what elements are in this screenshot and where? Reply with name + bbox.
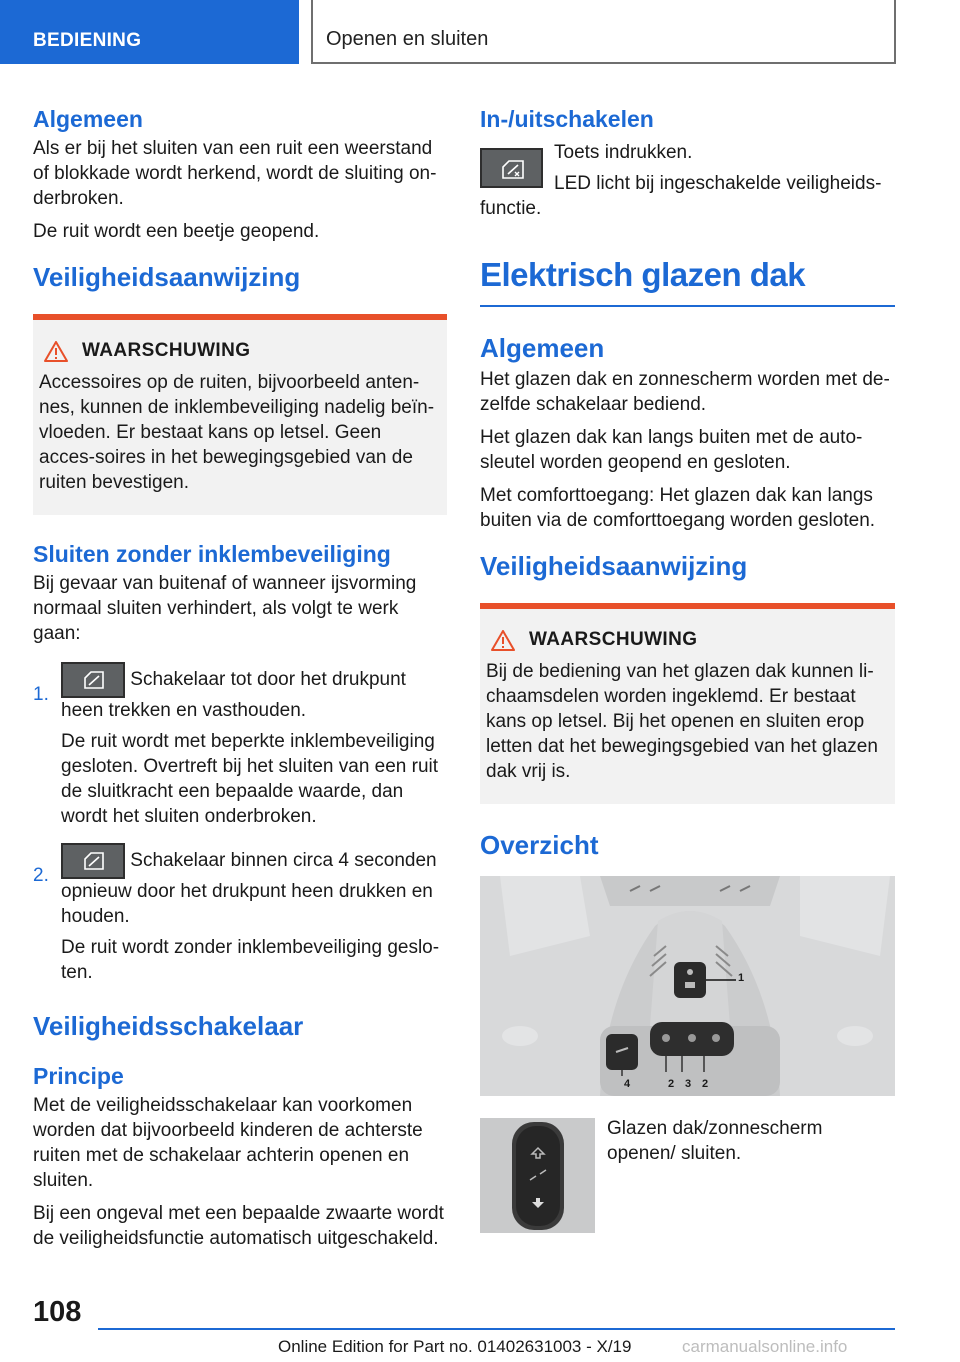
heading-veiligheidsaanwijzing-dak: Veiligheidsaanwijzing: [480, 551, 748, 581]
paragraph: LED licht bij ingeschakelde veiligheids-functie.: [480, 173, 882, 219]
step-2: [33, 843, 447, 985]
warning-label: WAARSCHUWING: [529, 629, 698, 650]
paragraph: Met de veiligheidsschakelaar kan voorkomen worden dat bijvoorbeeld kinderen de achterste ruiten met de schakelaar achterin openen en sluiten.: [33, 1095, 423, 1191]
inuit-block: [480, 140, 895, 221]
warning-box: [33, 314, 447, 515]
watermark: carmanualsonline.info: [682, 1337, 848, 1356]
page-number: 108: [33, 1296, 82, 1328]
warning-triangle-icon: [491, 630, 515, 651]
footer-divider: [98, 1328, 895, 1330]
step-text: Schakelaar binnen circa 4 seconden opnieuw door het drukpunt heen drukken en houden.: [61, 850, 437, 927]
paragraph: Toets indrukken.: [554, 142, 693, 163]
roof-console-illustration: [480, 876, 895, 1096]
step-subtext: De ruit wordt met beperkte inklembeveiliging gesloten. Overtreft bij het sluiten van een ruit de sluitkracht een bepaalde waarde, dan wordt het sluiten onderbroken.: [61, 731, 439, 827]
paragraph: De ruit wordt een beetje geopend.: [33, 221, 320, 242]
switch-row: [480, 1118, 895, 1233]
roof-switch-photo: [480, 1118, 595, 1233]
callout-4: 4: [624, 1078, 631, 1090]
window-switch-icon: [61, 843, 125, 879]
chapter-title: Openen en sluiten: [326, 28, 489, 50]
warning-header: [39, 340, 441, 362]
chapter-tab: [311, 0, 896, 64]
heading-algemeen: Algemeen: [33, 106, 143, 132]
heading-sluiten: Sluiten zonder inklembeveiliging: [33, 541, 391, 567]
warning-text: Accessoires op de ruiten, bijvoorbeeld anten-nes, kunnen de inklembeveiliging nadelig beïn-vloeden. Er bestaat kans op letsel. Geen acces-soires in het bewegingsgebied van de ruiten bevestigen.: [39, 372, 435, 493]
left-column: [33, 100, 447, 1259]
step-text: Schakelaar tot door het drukpunt heen trekken en vasthouden.: [61, 669, 406, 721]
safety-switch-icon: [480, 148, 543, 188]
warning-label: WAARSCHUWING: [82, 340, 251, 361]
warning-header: [486, 629, 889, 651]
switch-caption: Glazen dak/zonnescherm openen/ sluiten.: [607, 1118, 823, 1164]
callout-2b: 2: [702, 1078, 709, 1090]
callout-1: 1: [738, 972, 745, 984]
warning-text: Bij de bediening van het glazen dak kunnen li-chaamsdelen worden ingeklemd. Er bestaat kans op letsel. Bij het openen en sluiten erop letten dat het bewegingsgebied van het glazen dak vrij is.: [486, 661, 878, 782]
step-number: 2.: [33, 865, 49, 886]
paragraph: Bij een ongeval met een bepaalde zwaarte wordt de veiligheidsfunctie automatisch uitgeschakeld.: [33, 1203, 444, 1249]
paragraph: Met comforttoegang: Het glazen dak kan langs buiten via de comforttoegang worden gesloten.: [480, 485, 876, 531]
section-title: BEDIENING: [33, 30, 142, 51]
roof-console-photo: [480, 876, 895, 1096]
warning-triangle-icon: [44, 341, 68, 362]
warning-box-dak: [480, 603, 895, 804]
paragraph: Als er bij het sluiten van een ruit een weerstand of blokkade wordt herkend, wordt de sluiting on-derbroken.: [33, 138, 437, 209]
callout-2a: 2: [668, 1078, 675, 1090]
paragraph: Het glazen dak kan langs buiten met de auto-sleutel worden geopend en gesloten.: [480, 427, 863, 473]
paragraph: Bij gevaar van buitenaf of wanneer ijsvorming normaal sluiten verhindert, als volgt te werk gaan:: [33, 573, 417, 644]
step-subtext: De ruit wordt zonder inklembeveiliging geslo-ten.: [61, 937, 440, 983]
heading-veiligheidsschakelaar: Veiligheidsschakelaar: [33, 1011, 304, 1041]
step-1: [33, 662, 447, 829]
step-number: 1.: [33, 684, 49, 705]
window-switch-icon: [61, 662, 125, 698]
roof-switch-illustration: [480, 1118, 595, 1233]
heading-inuitschakelen: In-/uitschakelen: [480, 106, 654, 132]
heading-elektrisch-glazen-dak: Elektrisch glazen dak: [480, 253, 895, 307]
heading-algemeen-dak: Algemeen: [480, 333, 605, 363]
paragraph: Het glazen dak en zonnescherm worden met de-zelfde schakelaar bediend.: [480, 369, 890, 415]
heading-principe: Principe: [33, 1063, 124, 1089]
heading-overzicht: Overzicht: [480, 830, 599, 860]
section-tab: [0, 0, 299, 64]
right-column: [480, 100, 895, 1233]
callout-3: 3: [685, 1078, 692, 1090]
heading-veiligheidsaanwijzing: Veiligheidsaanwijzing: [33, 262, 301, 292]
footer-edition: Online Edition for Part no. 01402631003 - X/19: [278, 1337, 632, 1356]
